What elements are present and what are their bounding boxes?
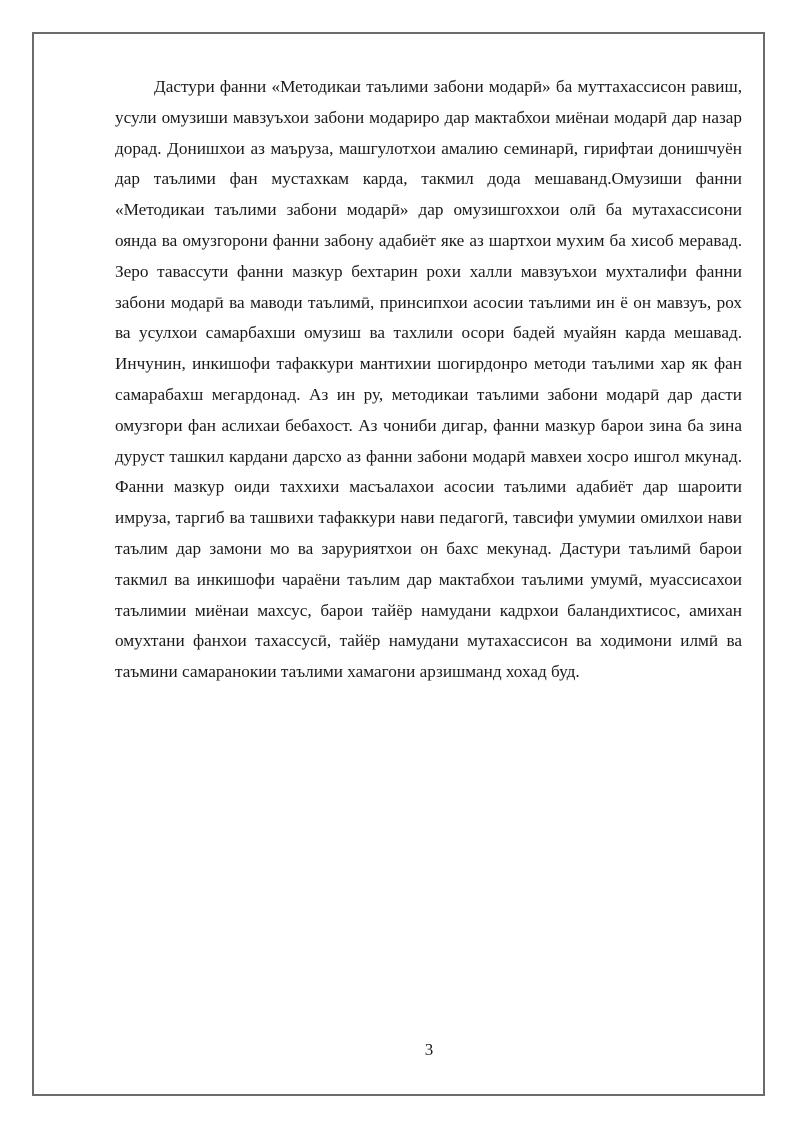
body-paragraph: Дастури фанни «Методикаи таълими забони модарӣ» ба муттахассисон равиш, усули омузиши мавзуъхои забони модариро дар мактабхои миёнаи модарӣ дар назар дорад. Донишхои аз маъруза, машгулотхои амалию семинарӣ, гирифтаи донишчуён дар таълими фан мустахкам карда, такмил дода мешаванд.Омузиши фанни «Методикаи таълими забони модарӣ» дар омузишгоххои олӣ ба мутахассисони оянда ва омузгорони фанни забону адабиёт яке аз шартхои мухим ба хисоб меравад. Зеро тавассути фанни мазкур бехтарин рохи халли мавзуъхои мухталифи фанни забони модарӣ ва маводи таълимӣ, принсипхои асосии таълими ин ё он мавзуъ, рох ва усулхои самарбахши омузиш ва тахлили осори бадей муайян карда мешавад. Инчунин, инкишофи тафаккури мантихии шогирдонро методи таълими хар як фан самарабахш мегардонад. Аз ин ру, методикаи таълими забони модарӣ дар дасти омузгори фан аслихаи бебахост. Аз чониби дигар, фанни мазкур барои зина ба зина дуруст ташкил кардани дарсхо аз фанни забони модарӣ мавхеи хосро ишгол мкунад. Фанни мазкур оиди таххихи масъалахои асосии таълими адабиёт дар шароити имруза, таргиб ва ташвихи тафаккури нави педагогӣ, тавсифи умумии омилхои нави таълим дар замони мо ва заруриятхои он бахс мекунад. Дастури таълимӣ барои такмил ва инкишофи чараёни таълим дар мактабхои таълими умумӣ, муассисахои таълимии миёнаи махсус, барои тайёр намудани кадрхои баландихтисос, амихан омухтани фанхои тахассусӣ, тайёр намудани мутахассисон ва ходимони илмӣ ва таъмини самаранокии таълими хамагони арзишманд хохад буд. — [115, 77, 742, 682]
page-number: 3 — [424, 1040, 434, 1059]
